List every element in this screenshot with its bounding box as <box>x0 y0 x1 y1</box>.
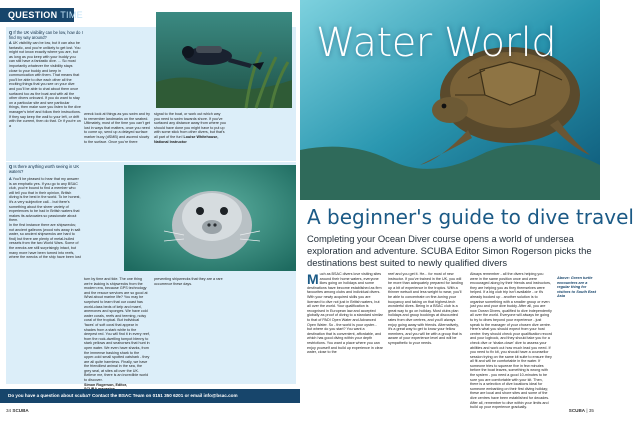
left-page-number <box>6 408 29 413</box>
article-subtitle: A beginner's guide to dive travel <box>307 205 634 229</box>
drop-cap: M <box>307 271 319 287</box>
diver-illustration <box>156 12 292 108</box>
article-title: Water World <box>316 20 557 66</box>
right-magazine-name: SCUBA <box>568 408 586 413</box>
left-page-number-value: 34 <box>6 408 12 413</box>
answer-1-text-3: signal to the boat, or work out which way you need to swim towards shore. If you've surfaced any distance away from where you should have done you might have to put up with some stick from other divers, but that's all part of the fun! <box>154 112 226 139</box>
article-col-1 <box>307 272 383 355</box>
answer-2-text-1b: In the first instance there are shipwrecks; not ancient galleons (wood rots away in salt water, so ancient shipwrecks are hard to find) but there are plenty of metal-hulled vessels from the two World Wars. Some of the wrecks are still surprisingly intact, but many more have been turned into reefs, where the wrecks of the ship have been lost <box>9 222 81 260</box>
left-magazine-name: SCUBA <box>12 408 29 413</box>
question-2-text: Is there anything worth seeing in UK waters? <box>9 164 80 174</box>
answer-1-lead: A <box>9 41 12 45</box>
question-1-text: If the UK visibility can be low, how do I find my way around? <box>9 30 83 40</box>
photo-diver-kelp <box>156 12 292 108</box>
right-page <box>300 0 634 424</box>
section-label-light: TIME <box>60 10 83 20</box>
question-1-heading: Q If the UK visibility can be low, how do I find my way around? <box>9 30 83 40</box>
seal-illustration <box>124 165 296 271</box>
left-page <box>0 0 300 424</box>
question-2-heading: Q Is there anything worth seeing in UK waters? <box>9 164 80 174</box>
article-col-2-text: reef and you get it. He... for most of new instructor. If you've trained in the UK, you will be more than adequately prepared for landing up a bit of experience in the tropics. With a thinner wetsuit and less weight to wear, you'll be able to concentrate on fine-tuning your buoyancy and taking on that highest-tech wonderful dives. Being in a BSAC club is a great way to go on holiday. Most clubs plan holidays and group bookings at discounted rates from dive centres, and you'll always enjoy going away with friends. Alternatively, it's a great way to get to know your fellow members, and you will be with a group that is aware of your experience level and will be sympathetic to your needs. <box>388 272 463 345</box>
photo-grey-seal <box>124 165 296 271</box>
right-page-number: SCUBA | 35 <box>568 408 594 413</box>
answer-2-col-1 <box>9 177 81 260</box>
answer-2-text-2: turn by time and tide. The one thing we're lacking is shipwrecks from the modern era, because GPS technology and the rescue services are so good at <box>84 277 148 295</box>
footer-contact: Do you have a question about scuba? Contact the BSAC Team on 0151 350 6201 or email info@bsac.com <box>8 393 238 398</box>
answer-2-text-3: preventing shipwrecks that they are a rare occurrence these days. <box>154 277 223 286</box>
article-standfirst: Completing your Ocean Diver course opens a world of undersea exploration and adventure. SCUBA Editor Simon Rogerson picks the destinations best suited to newly qualified divers <box>307 233 592 268</box>
answer-1-text-2: wreck look at things as you swim and try to remember landmarks on the seabed. Ultimately, most of the time you can't get lost in ways that matters, once you need to come up, send up a delayed surface marker buoy (dSMB) and ascend slowly to the surface. Once you're there <box>84 112 151 144</box>
answer-2-text-2b: What about marine life? You may be surprised to learn that our coast has world-class beds of kelp and maerl, anemones and sponges. We have cold water corals, reefs and teeming, noisy coral of the tropical. But individual 'faces' of soft coral that appear in shades from a stark white to the deepest red. You will find it in every reef, from the rock-dwelling tompot blenny to stark yellows and seahorses that hunt in open water. We even have sharks, from the immense basking shark to the upper-cold small spotted catshark - they are all quite harmless. Finally, we have the friendliest animal in the sea, the grey seal, at sites all over the UK. Believe me, there is an incredible world to discover. <box>84 295 151 383</box>
answer-1-col-2 <box>84 112 150 144</box>
answer-1-col-3 <box>154 112 226 144</box>
answer-2-col-3 <box>154 277 226 286</box>
answer-1-text-1: UK visibility can be low, but it can also be fantastic, and you're unlikely to get lost. You might not know exactly where you are, but as long as you keep with your buddy you can still have a fantastic dive. ... So most importantly whatever the visibility stays close to your buddy and keep in communication with them. That means that you'll be able to dive each other all the exciting things that you see on your dive and you'll be able to chat about them once surfaced too as the boat and with all the other divers onboard. If you do want to stay on a particular site and see particular things, then make sure you listen to the dive manager's brief and follow their instructions. If they say keep the wall to your left, or drift with the current, then do that. Or if you're on a <box>9 41 81 128</box>
section-header <box>8 8 83 22</box>
answer-2-col-2 <box>84 277 150 392</box>
answer-2-text-1: You'll be pleased to hear that my answer is an emphatic yes. If you go to any BSAC club, you're bound to find a member who will tell you that in their opinion, British diving is the best in the world. To be honest, it's a very subjective call... but there's something about the sheer variety of experiences to be had in British waters that makes its advocates so passionate about them. <box>9 177 81 223</box>
answer-2-lead: A <box>9 177 12 181</box>
right-page-number-value: 35 <box>588 408 594 413</box>
article-col-3 <box>470 272 552 410</box>
article-col-1-text: uch as BSAC divers love visiting sites around their home waters, everyone likes going on holidays and some destinations have become established as firm favourites among clubs and individual divers. With your newly acquired skills you are licensed to dive not just in British waters, but all over the world. Your qualification is recognised in European law and accepted globally as proof of diving to a standard similar to that of PADI Open Water and Advanced Open Water. So - the world is your oyster... but where do you start? You want a destination that is convenient, affordable, and which has good diving within your depth restrictions. You want a place where you can enjoy yourself and build up experience in clear water, close to the <box>307 272 383 355</box>
photo-caption: Above: Green turtle encounters are a regular thing for visitors to South East Asia <box>557 276 597 299</box>
article-col-2 <box>388 272 464 346</box>
article-col-3-text: Always remember - all the divers helping you were in the same position once and were encouraged along by their friends and instructors, they are helping you as they themselves were helped. If a big club trip isn't available - or it's already booked up - another solution is to organise something with a smaller group or even just you and your dive buddy. After all, you are now Ocean Divers, qualified to dive independently all over the world. Everyone will always be going to try to dives beyond your experience - just speak to the manager of your chosen dive centre. Here's what you should expect from your host centre: they should check your qualification record and your logbook, and they should take you for a check dive or 'shake-down' dive to assess your abilities and work out how much lead you need. If you need to fix kit, you should have a counsellor session trying on the same kit suite to ensure they all fit and will be comfortable in the water. If someone tries to squeeze five in few minutes before the boat leaves, something is wrong with the system - you need a good 10-minutes to be sure you are comfortable with your kit. Then, there is a selection of dive locations ideal for someone embarking on their first diving holiday; these are local and shore sites and some of the dive centres have been established for decades. After all, remember to dive within your limits and build up your experience gradually. <box>470 272 552 410</box>
answer-1-col-1 <box>9 41 81 128</box>
answer-2-signature: Simon Rogerson, Editor, <box>84 382 128 387</box>
answer-1-signature: Louise Whitehouse, National Instructor <box>154 134 219 144</box>
section-label-bold: QUESTION <box>8 10 58 20</box>
